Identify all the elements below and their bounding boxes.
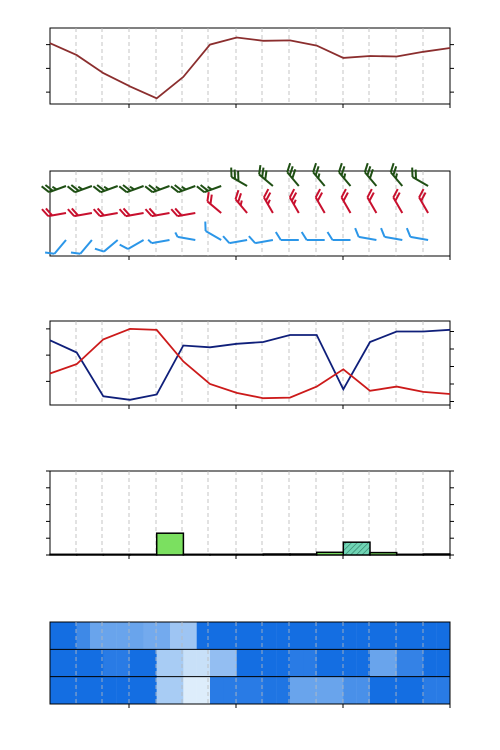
barb-850hpa bbox=[42, 205, 66, 217]
cloud-cell bbox=[210, 649, 224, 677]
barb-10m bbox=[405, 228, 429, 240]
cloud-cell bbox=[117, 622, 131, 650]
cloud-cell bbox=[183, 649, 197, 677]
cloud-cell bbox=[277, 622, 291, 650]
precip-bar bbox=[183, 554, 210, 555]
barb-10m bbox=[120, 233, 144, 251]
barb-700hpa bbox=[68, 178, 92, 193]
precip-bar bbox=[237, 554, 264, 555]
cloud-cell bbox=[210, 677, 224, 705]
barb-700hpa bbox=[171, 178, 195, 193]
barb-700hpa bbox=[119, 178, 143, 193]
cloud-cell bbox=[383, 649, 397, 677]
barb-850hpa bbox=[145, 205, 169, 217]
cloud-cell bbox=[397, 622, 411, 650]
cloud-cell bbox=[223, 622, 237, 650]
humidity-line bbox=[50, 330, 450, 400]
cloud-cell bbox=[317, 649, 331, 677]
cloud-cell bbox=[77, 677, 91, 705]
cloud-cell bbox=[130, 622, 144, 650]
barb-850hpa bbox=[171, 205, 195, 217]
cloud-cell bbox=[303, 622, 317, 650]
cloud-cell bbox=[237, 649, 251, 677]
cloud-cell bbox=[157, 677, 171, 705]
cloud-cell bbox=[277, 649, 291, 677]
barb-10m bbox=[148, 236, 169, 244]
precip-bar bbox=[423, 554, 450, 555]
cloud-cell bbox=[343, 649, 357, 677]
precip-bar bbox=[157, 533, 184, 555]
cloud-cell bbox=[410, 649, 424, 677]
cloud-cell bbox=[410, 677, 424, 705]
barb-700hpa bbox=[310, 163, 331, 186]
cloud-cell bbox=[330, 677, 344, 705]
cloud-cell bbox=[410, 622, 424, 650]
cloud-cell bbox=[290, 622, 304, 650]
cloud-cell bbox=[117, 677, 131, 705]
precip-bar bbox=[397, 554, 424, 555]
cloud-cell bbox=[290, 649, 304, 677]
cloud-cell bbox=[237, 677, 251, 705]
barb-700hpa bbox=[42, 178, 66, 193]
cloud-cell bbox=[143, 649, 157, 677]
precip-bar bbox=[290, 554, 317, 555]
cloud-cell bbox=[330, 622, 344, 650]
cloud-cell bbox=[250, 649, 264, 677]
cloud-cell bbox=[423, 649, 437, 677]
cloud-cell bbox=[143, 622, 157, 650]
barb-850hpa bbox=[417, 189, 435, 213]
barb-10m bbox=[223, 232, 247, 244]
cloud-cell bbox=[290, 677, 304, 705]
pressure-line bbox=[50, 38, 450, 99]
barb-850hpa bbox=[94, 205, 118, 217]
cloud-cell bbox=[423, 622, 437, 650]
barb-700hpa bbox=[284, 163, 305, 186]
precip-bar bbox=[210, 554, 237, 555]
barb-700hpa bbox=[408, 168, 432, 186]
precip-bar bbox=[370, 553, 397, 555]
cloud-cell bbox=[77, 649, 91, 677]
cloud-cell bbox=[357, 677, 371, 705]
precip-bar bbox=[77, 554, 104, 555]
cloud-cell bbox=[250, 622, 264, 650]
cloud-cell bbox=[143, 677, 157, 705]
barb-850hpa bbox=[120, 205, 144, 217]
barb-10m bbox=[201, 222, 225, 240]
barb-10m bbox=[276, 232, 299, 240]
cloud-cell bbox=[357, 649, 371, 677]
barb-10m bbox=[95, 234, 118, 255]
barb-700hpa bbox=[255, 165, 278, 186]
cloud-cell bbox=[437, 677, 451, 705]
cloud-cell bbox=[370, 622, 384, 650]
cloud-cell bbox=[157, 649, 171, 677]
cloud-cell bbox=[170, 622, 184, 650]
cloud-cell bbox=[263, 649, 277, 677]
cloud-cell bbox=[370, 677, 384, 705]
cloud-cell bbox=[210, 622, 224, 650]
cloud-cell bbox=[50, 622, 64, 650]
cloud-cell bbox=[437, 649, 451, 677]
barb-850hpa bbox=[339, 189, 357, 213]
cloud-cell bbox=[330, 649, 344, 677]
cloud-cell bbox=[63, 677, 77, 705]
barb-10m bbox=[380, 228, 404, 240]
barb-10m bbox=[354, 228, 378, 240]
barb-10m bbox=[45, 235, 66, 258]
barb-700hpa bbox=[197, 178, 221, 193]
cloud-cell bbox=[63, 649, 77, 677]
cloud-cell bbox=[103, 622, 117, 650]
cloud-cell bbox=[277, 677, 291, 705]
barb-700hpa bbox=[93, 178, 117, 193]
cloud-cell bbox=[263, 677, 277, 705]
cloud-cell bbox=[170, 677, 184, 705]
cloud-cell bbox=[77, 622, 91, 650]
plot-frame-3 bbox=[50, 471, 450, 555]
cloud-cell bbox=[130, 649, 144, 677]
cloud-cell bbox=[90, 677, 104, 705]
barb-10m bbox=[302, 232, 325, 240]
barb-700hpa bbox=[145, 178, 169, 193]
cloud-cell bbox=[103, 649, 117, 677]
cloud-cell bbox=[383, 622, 397, 650]
cloud-cell bbox=[397, 649, 411, 677]
cloud-cell bbox=[130, 677, 144, 705]
cloud-cell bbox=[223, 649, 237, 677]
cloud-cell bbox=[423, 677, 437, 705]
cloud-cell bbox=[103, 677, 117, 705]
precip-bar bbox=[263, 554, 290, 555]
cloud-cell bbox=[183, 677, 197, 705]
barb-700hpa bbox=[227, 168, 251, 186]
cloud-cell bbox=[303, 677, 317, 705]
barb-700hpa bbox=[336, 163, 357, 186]
barb-850hpa bbox=[68, 205, 92, 217]
barb-850hpa bbox=[365, 189, 383, 213]
cloud-cell bbox=[343, 622, 357, 650]
cloud-cell bbox=[50, 649, 64, 677]
cloud-cell bbox=[437, 622, 451, 650]
cloud-cell bbox=[50, 677, 64, 705]
cloud-cell bbox=[117, 649, 131, 677]
cloud-cell bbox=[397, 677, 411, 705]
cloud-cell bbox=[90, 649, 104, 677]
cloud-cell bbox=[157, 622, 171, 650]
cloud-cell bbox=[370, 649, 384, 677]
barb-10m bbox=[175, 232, 196, 240]
precip-bar bbox=[103, 554, 130, 555]
precip-bar bbox=[130, 554, 157, 555]
cloud-cell bbox=[383, 677, 397, 705]
cloud-cell bbox=[237, 622, 251, 650]
barb-850hpa bbox=[287, 189, 305, 213]
barb-10m bbox=[249, 232, 273, 244]
barb-850hpa bbox=[391, 189, 409, 213]
barb-10m bbox=[328, 232, 351, 240]
cloud-cell bbox=[303, 649, 317, 677]
cloud-cell bbox=[170, 649, 184, 677]
cloud-cell bbox=[250, 677, 264, 705]
cloud-cell bbox=[357, 622, 371, 650]
cloud-cell bbox=[90, 622, 104, 650]
barb-700hpa bbox=[362, 163, 383, 186]
cloud-cell bbox=[317, 622, 331, 650]
cloud-cell bbox=[183, 622, 197, 650]
barb-10m bbox=[71, 235, 92, 258]
precip-bar bbox=[317, 552, 344, 555]
cloud-cell bbox=[317, 677, 331, 705]
cloud-cell bbox=[343, 677, 357, 705]
barb-850hpa bbox=[232, 190, 253, 213]
precip-bar bbox=[343, 542, 370, 555]
precip-bar bbox=[50, 554, 77, 555]
cloud-cell bbox=[263, 622, 277, 650]
cloud-cell bbox=[223, 677, 237, 705]
barb-700hpa bbox=[388, 163, 409, 186]
barb-850hpa bbox=[204, 192, 227, 213]
cloud-cell bbox=[63, 622, 77, 650]
barb-850hpa bbox=[261, 189, 279, 213]
temperature-line bbox=[50, 329, 450, 398]
